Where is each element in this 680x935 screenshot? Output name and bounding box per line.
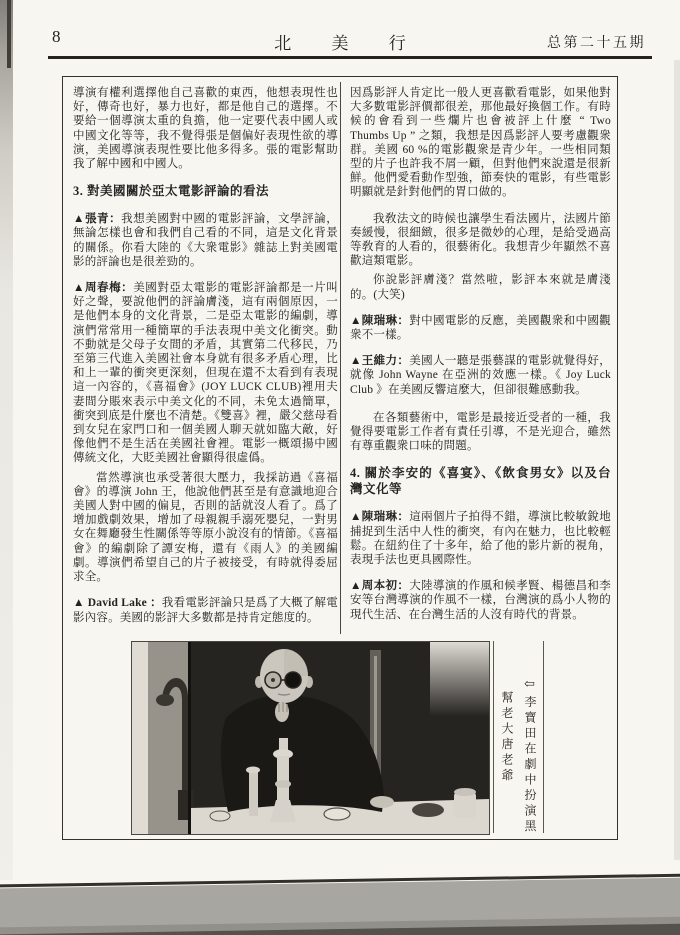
paragraph-art: 在各類藝術中，電影是最接近受者的一種，我覺得要電影工作者有責任引導，不是光迎合，雖然有尊重觀衆口味的問題。 [350, 411, 611, 453]
left-arrow-icon: ⇦ [523, 677, 538, 696]
scan-right-edge [674, 60, 680, 860]
column-right [350, 86, 611, 634]
speaker-name: ▲陳瑞琳： [350, 314, 410, 327]
speaker-text: 對中國電影的反應，美國觀衆和中國觀衆不一樣。 [350, 314, 611, 342]
caption-column-left: 幫老大唐老爺 [500, 691, 514, 784]
speaker-name: ▲王維力： [350, 355, 410, 368]
movie-still-photo [131, 641, 490, 835]
paragraph-french-films: 我敎法文的時候也讓學生看法國片，法國片節奏緩慢，很細緻，很多是微妙的心理，是給受過高等敎育的人看的，很藝術化。我想青少年顯然不喜歡這類電影。 [350, 212, 611, 268]
column-left [73, 86, 338, 637]
paragraph-shallow: 你說影評膚淺？當然啦，影評本來就是膚淺的。(大笑) [350, 274, 611, 301]
header-rule [48, 56, 652, 59]
section-heading-4: 4. 關於李安的《喜宴》、《飲食男女》以及台灣文化等 [350, 466, 611, 497]
issue-label: 总第二十五期 [547, 36, 646, 51]
paragraph-continuation: 導演有權利選擇他自己喜歡的東西，他想表現性也好，傳奇也好，暴力也好，都是他自己的選擇。不要給一個導演太重的負擔，他一定要代表中國人或中國文化等等，我不覺得張是個偏好表現性欲的導演，美國導演表現性要比他多得多。張的電影幫助我了解中國和中國人。 [73, 87, 338, 171]
paragraph-pressure: 當然導演也承受著很大壓力，我採訪過《喜福會》的導演 John 王，他說他們甚至是有意識地迎合美國人對中國的偏見，否則的話就沒人看了。爲了增加戲劇效果，增加了母親親手溺死嬰兒，一對男女在舞廳發生性關係等等原小說沒有的情節。《喜福會》的編劇除了譚安梅，還有《雨人》的美國編劇。導演們希望自己的片子被接受，有時就得委屈求全。 [73, 471, 338, 584]
speaker-text: 大陸導演的作風和候孝賢、楊德昌和李安等台灣導演的作風不一樣，台灣演的爲小人物的現代生活、在台灣生活的人沒有時代的背景。 [350, 580, 611, 621]
speaker-name: ▲陳瑞琳： [350, 511, 410, 524]
paragraph-chen-ruilin-1 [350, 314, 611, 342]
scan-left-edge [0, 0, 13, 880]
speaker-name: ▲張青： [73, 213, 122, 226]
speaker-name: ▲周本初： [350, 580, 410, 593]
caption-rule-left [493, 641, 494, 833]
speaker-text: 這兩個片子拍得不錯，導演比較敏銳地捕捉到生活中人性的衝突，有內在魅力，也比較輕鬆。在紐約住了十多年，給了他的影片新的視角，表現手法也更具國際性。 [350, 511, 611, 567]
movie-still-illustration [132, 642, 489, 834]
article-frame [62, 76, 618, 840]
caption-rule-right [543, 641, 544, 833]
paragraph-wang-weili [350, 354, 611, 397]
speaker-text: 我想美國對中國的電影評論，文學評論，無論怎樣也會和我們自己看的不同，這是文化背景的關係。你看大陸的《大衆電影》雜誌上對美國電影的評論也是很差勁的。 [73, 213, 338, 268]
page-number: 8 [52, 27, 61, 46]
speaker-text: 我看電影評論只是爲了大概了解電影內容。美國的影評大多數都是持肯定態度的。 [73, 597, 339, 624]
speaker-name: ▲周春梅： [73, 282, 134, 295]
paragraph-critics: 因爲影評人肯定比一般人更喜歡看電影，如果他對大多數電影評價都很差，那他最好換個工作。有時候的會看到一些爛片也會被評上什麼 “ Two Thumbs Up ” 之類，我想是因爲影評人要考慮觀衆群。美國 60 %的電影觀衆是青少年。一些相同類型的片子也許我不屑一顧，但對他們來說還是很新鮮。他們愛看動作型強，節奏快的電影，有些電影明顯就是針對他們的胃口做的。 [350, 87, 611, 199]
paragraph-chen-ruilin-2 [350, 510, 611, 567]
paragraph-zhou-chunmei [73, 281, 338, 466]
paragraph-zhou-benchu [350, 579, 611, 622]
column-divider [340, 82, 341, 634]
section-heading-3: 3. 對美國關於亞太電影評論的看法 [73, 184, 270, 199]
photo-caption [496, 677, 542, 835]
paragraph-david-lake [73, 596, 338, 624]
speaker-text: 美國對亞太電影的電影評論都是一片叫好之聲，要說他們的評論膚淺，這有兩個原因，一是他們本身的文化背景，二是亞太電影的編劇，導演們常常用一種簡單的手法表現中美文化衝突。動不動就是父母子女間的矛盾，其實第二代移民，乃至第三代進入美國社會本身就有很多矛盾心理，比和上一輩的衝突更深刻，但現在還不太看到有表現這一內容的，《喜福會》(JOY LUCK CLUB)裡用夫妻間分賬來表示中美文化的不同，未免太過簡單，衝突到底是什麼也不清楚。《雙喜》裡，嚴父慈母看到女兒在家門口和一個美國人聊天就如臨大敵，好像他們不是生活在美國社會裡。電影一概頌揚中國傳統文化，大貶美國社會顯得很虛僞。 [73, 282, 338, 465]
paragraph-zhang-qing [73, 212, 338, 269]
caption-column-right [518, 677, 542, 835]
speaker-name: ▲ David Lake ： [73, 597, 162, 610]
journal-title: 北 美 行 [274, 34, 424, 53]
photo-strip [63, 641, 614, 836]
speaker-text: 美國人一聽是張藝謀的電影就覺得好，就像 John Wayne 在亞洲的效應一樣。《 Joy Luck Club 》在美國反響這麼大，但卻很難感動我。 [350, 355, 611, 396]
caption-text: 李寶田在劇中扮演黑 [523, 695, 537, 835]
